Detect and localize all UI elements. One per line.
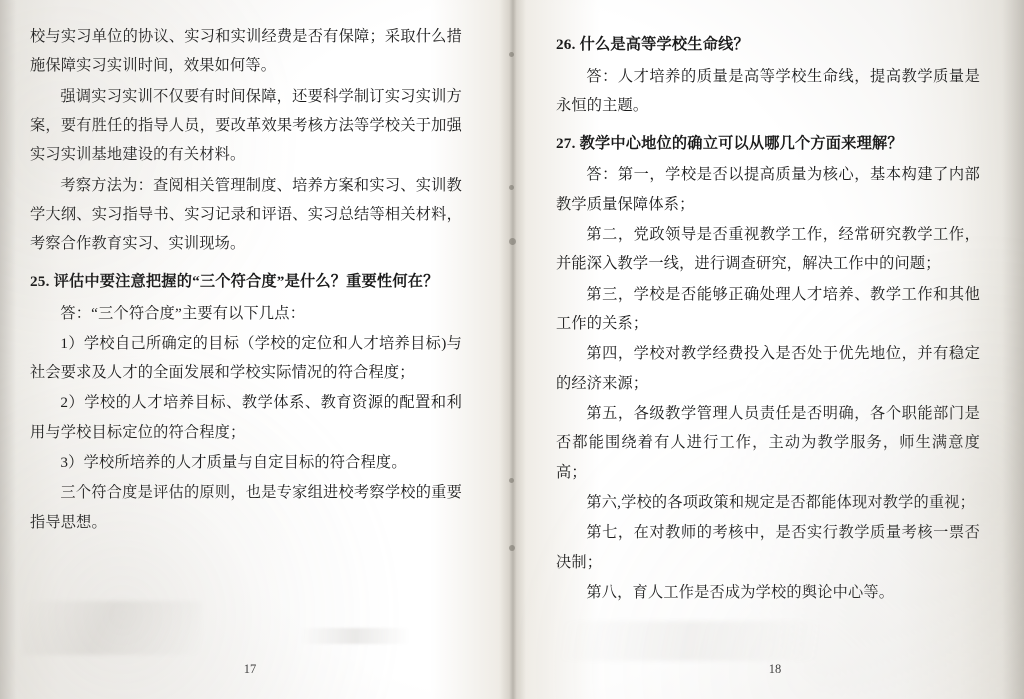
body-paragraph: 2）学校的人才培养目标、教学体系、教育资源的配置和利用与学校目标定位的符合程度； bbox=[30, 394, 462, 441]
gutter-speck bbox=[509, 238, 516, 245]
body-paragraph: 强调实习实训不仅要有时间保障，还要科学制订实习实训方案，要有胜任的指导人员，要改革效果考核方法等学校关于加强实习实训基地建设的有关材料。 bbox=[30, 87, 462, 164]
page-right bbox=[526, 0, 1024, 699]
body-paragraph: 考察方法为：查阅相关管理制度、培养方案和实习、实训教学大纲、实习指导书、实习记录和评语、实习总结等相关材料，考察合作教育实习、实训现场。 bbox=[30, 176, 462, 253]
body-paragraph: 第五，各级教学管理人员责任是否明确，各个职能部门是否都能围绕着有人进行工作，主动为教学服务，师生满意度高； bbox=[556, 405, 980, 481]
question-heading bbox=[556, 31, 980, 60]
body-paragraph: 第四，学校对教学经费投入是否处于优先地位，并有稳定的经济来源； bbox=[556, 345, 980, 392]
question-heading bbox=[556, 130, 980, 159]
body-paragraph: 第二，党政领导是否重视教学工作，经常研究教学工作，并能深入教学一线，进行调查研究，解决工作中的问题； bbox=[556, 226, 980, 273]
page-number-right: 18 bbox=[768, 662, 782, 676]
question-text: 评估中要注意把握的“三个符合度”是什么？重要性何在？ bbox=[53, 272, 439, 290]
question-text: 教学中心地位的确立可以从哪几个方面来理解？ bbox=[579, 134, 903, 152]
gutter-speck bbox=[509, 545, 515, 551]
body-paragraph: 答：第一，学校是否以提高质量为核心，基本构建了内部教学质量保障体系； bbox=[556, 166, 980, 213]
page-left-body bbox=[30, 22, 462, 537]
body-paragraph: 1）学校自己所确定的目标（学校的定位和人才培养目标)与社会要求及人才的全面发展和学校实际情况的符合程度； bbox=[30, 334, 462, 382]
page-number-left: 17 bbox=[243, 662, 257, 676]
body-paragraph: 校与实习单位的协议、实习和实训经费是否有保障；采取什么措施保障实习实训时间，效果如何等。 bbox=[30, 28, 462, 75]
body-paragraph: 第八，育人工作是否成为学校的舆论中心等。 bbox=[586, 584, 895, 601]
body-paragraph: 第七，在对教师的考核中，是否实行教学质量考核一票否决制； bbox=[556, 524, 980, 571]
body-paragraph: 第六,学校的各项政策和规定是否都能体现对教学的重视； bbox=[586, 494, 976, 512]
body-paragraph: 第三，学校是否能够正确处理人才培养、教学工作和其他工作的关系； bbox=[556, 285, 980, 333]
gutter-speck bbox=[509, 52, 514, 57]
page-left bbox=[0, 0, 500, 699]
book-gutter bbox=[500, 0, 526, 699]
question-number: 26. bbox=[556, 36, 576, 53]
page-right-body bbox=[556, 31, 980, 607]
gutter-speck bbox=[509, 478, 514, 483]
question-text: 什么是高等学校生命线？ bbox=[579, 36, 749, 53]
gutter-speck bbox=[509, 185, 514, 190]
question-heading bbox=[30, 268, 462, 297]
body-paragraph: 答：“三个符合度”主要有以下几点： bbox=[60, 304, 306, 322]
body-paragraph: 3）学校所培养的人才质量与自定目标的符合程度。 bbox=[60, 454, 407, 472]
question-number: 27. bbox=[556, 134, 576, 152]
body-paragraph: 三个符合度是评估的原则，也是专家组进校考察学校的重要指导思想。 bbox=[30, 484, 462, 531]
question-number: 25. bbox=[30, 272, 50, 290]
body-paragraph: 答：人才培养的质量是高等学校生命线，提高教学质量是永恒的主题。 bbox=[556, 67, 980, 115]
